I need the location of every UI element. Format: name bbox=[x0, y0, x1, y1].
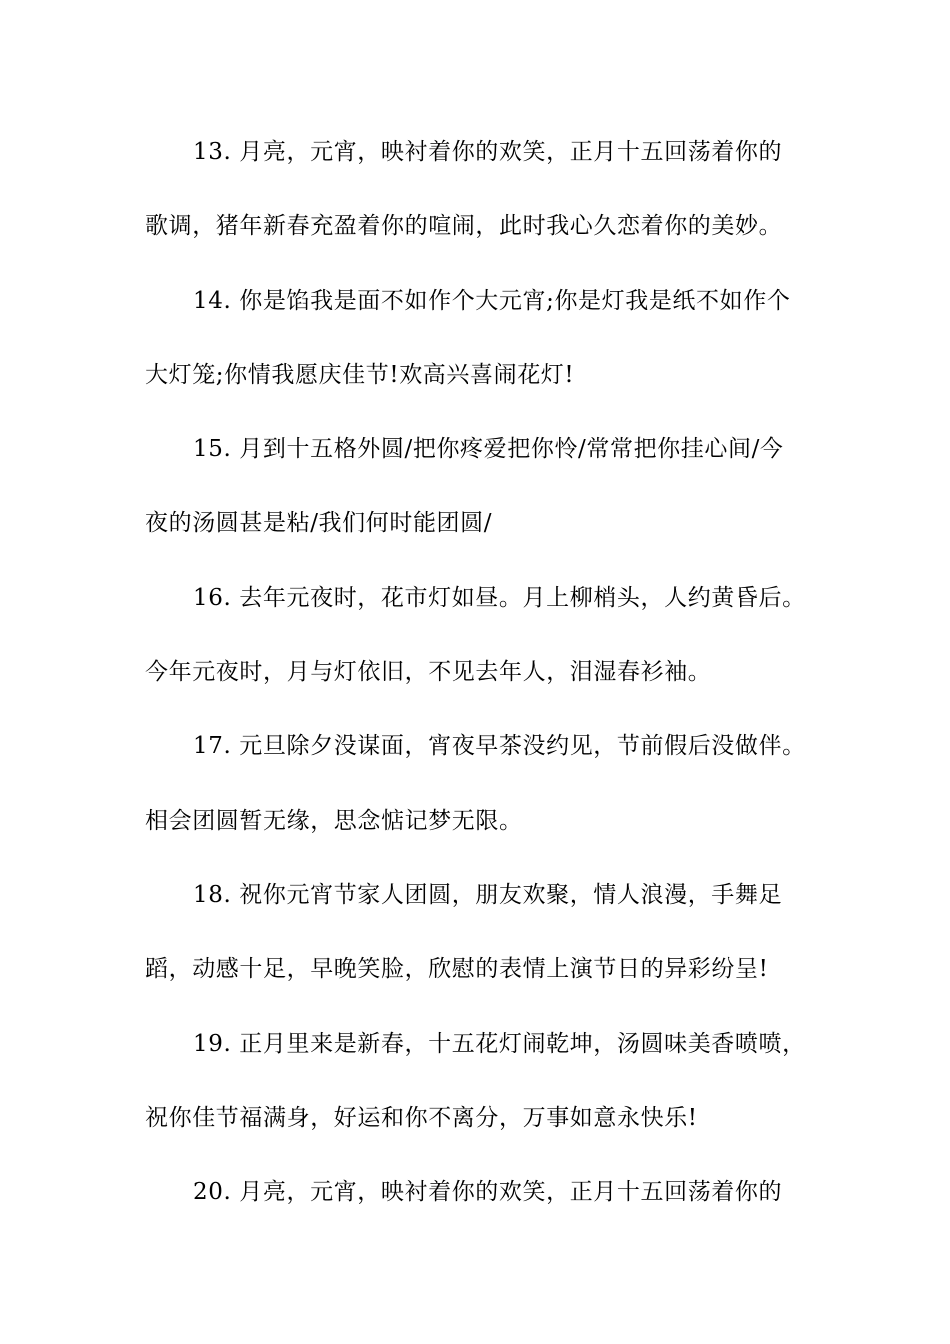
paragraph-20-line-1: 20. 月亮，元宵，映衬着你的欢笑，正月十五回荡着你的 bbox=[193, 1179, 783, 1206]
paragraph-17-line-2: 相会团圆暂无缘，思念惦记梦无限。 bbox=[145, 807, 523, 834]
paragraph-18-line-1: 18. 祝你元宵节家人团圆，朋友欢聚，情人浪漫，手舞足 bbox=[193, 881, 783, 908]
paragraph-18-line-2: 蹈，动感十足，早晚笑脸，欣慰的表情上演节日的异彩纷呈! bbox=[145, 956, 769, 983]
paragraph-14-line-2: 大灯笼;你情我愿庆佳节!欢高兴喜闹花灯! bbox=[145, 361, 575, 388]
document-body bbox=[145, 122, 810, 1236]
paragraph-13-line-1: 13. 月亮，元宵，映衬着你的欢笑，正月十五回荡着你的 bbox=[193, 139, 783, 165]
paragraph-15-line-2: 夜的汤圆甚是粘/我们何时能团圆/ bbox=[145, 510, 493, 537]
paragraph-13-line-2: 歌调，猪年新春充盈着你的喧闹，此时我心久恋着你的美妙。 bbox=[145, 213, 783, 240]
paragraph-15-line-1: 15. 月到十五格外圆/把你疼爱把你怜/常常把你挂心间/今 bbox=[193, 436, 784, 463]
paragraph-16-line-1: 16. 去年元夜时，花市灯如昼。月上柳梢头，人约黄昏后。 bbox=[193, 584, 806, 611]
paragraph-14-line-1: 14. 你是馅我是面不如作个大元宵;你是灯我是纸不如作个 bbox=[193, 287, 791, 314]
paragraph-16-line-2: 今年元夜时，月与灯依旧，不见去年人，泪湿春衫袖。 bbox=[145, 659, 712, 686]
paragraph-19-line-1: 19. 正月里来是新春，十五花灯闹乾坤，汤圆味美香喷喷， bbox=[193, 1030, 806, 1057]
paragraph-17-line-1: 17. 元旦除夕没谋面，宵夜早茶没约见，节前假后没做伴。 bbox=[193, 733, 806, 760]
paragraph-19-line-2: 祝你佳节福满身，好运和你不离分，万事如意永快乐! bbox=[145, 1104, 698, 1131]
